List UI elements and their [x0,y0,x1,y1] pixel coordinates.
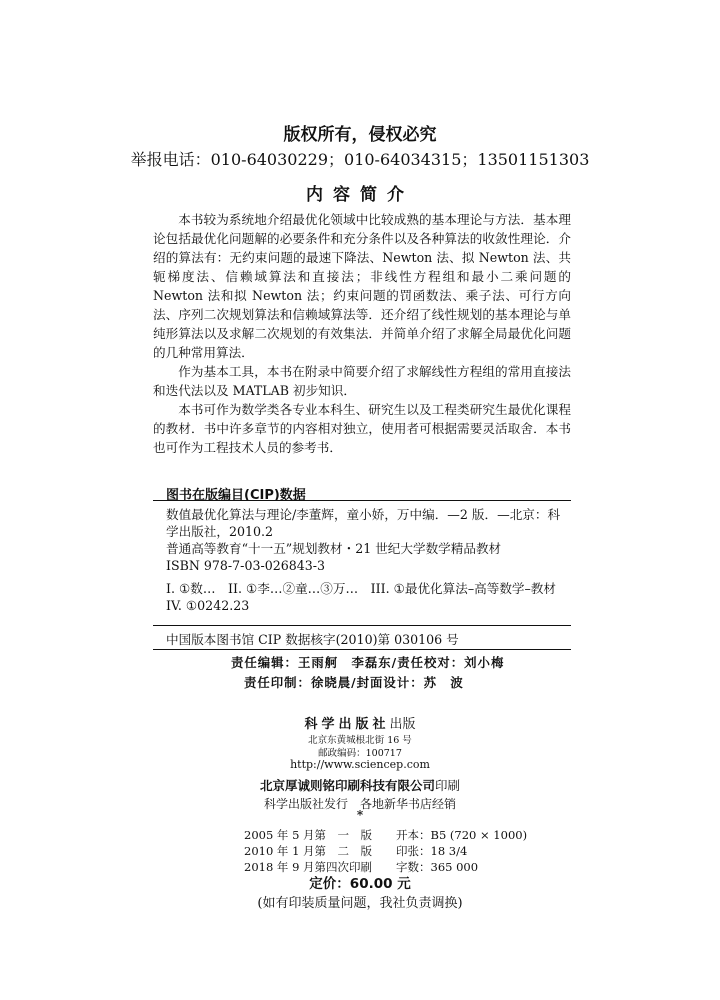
printed-sheets: 印张：18 3/4 [396,844,468,858]
edition-first: 2005 年 5 月第 一 版 [244,828,373,842]
intro-paragraph: 作为基本工具，本书在附录中简要介绍了求解线性方程组的常用直接法和迭代法以及 MATLAB 初步知识． [153,364,571,398]
separator-star: * [356,808,364,822]
staff-editors: 责任编辑：王雨舸 李磊东/责任校对：刘小梅 [231,655,505,670]
cip-top-rule [153,500,571,501]
intro-body [153,210,571,457]
cip-number: 中国版本图书馆 CIP 数据核字(2010)第 030106 号 [166,632,459,647]
publisher-address: 北京东黄城根北街 16 号 [308,735,412,746]
cip-line-classification: I. ①数… II. ①李…②童…③万… III. ①最优化算法–高等数学–教材 IV. ①0242.23 [166,581,556,613]
copyright-notice: 版权所有，侵权必究 [283,125,437,145]
cip-block [166,506,571,614]
publisher-url: http://www.sciencep.com [290,758,430,771]
intro-paragraph: 本书较为系统地介绍最优化领域中比较成熟的基本理论与方法．基本理论包括最优化问题解的必要条件和充分条件以及各种算法的收敛性理论．介绍的算法有：无约束问题的最速下降法、Newton 法、拟 Newton 法、共轭梯度法、信赖域算法和直接法；非线性方程组和最小二乘问题的 Newton 法和拟 Newton 法；约束问题的罚函数法、乘子法、可行方向法、序列二次规划算法和信赖域算法等．还介绍了线性规划的基本理论与单纯形算法以及求解二次规划的有效集法．并简单介绍了求解全局最优化问题的几种常用算法． [153,212,571,360]
cip-title: 图书在版编目(CIP)数据 [166,488,306,503]
cip-line-title: 数值最优化算法与理论/李董辉，童小娇，万中编．—2 版．—北京：科学出版社，2010.2 [166,507,561,539]
cip-line-isbn: ISBN 978-7-03-026843-3 [166,558,326,573]
price: 定价：60.00 元 [309,876,411,892]
cip-middle-rule [153,625,571,626]
printer-suffix: 印刷 [435,778,461,793]
publisher-postcode: 邮政编码：100717 [318,748,402,759]
publisher-name-text: 科学出版社 [304,717,390,732]
edition-second: 2010 年 1 月第 二 版 [244,844,373,858]
report-phone: 举报电话：010-64030229；010-64034315；13501151303 [130,150,590,169]
quality-notice: (如有印装质量问题，我社负责调换) [257,896,463,911]
cip-bottom-rule [153,649,571,650]
publisher-name [0,713,720,732]
publisher-suffix: 出版 [389,717,416,732]
fourth-printing: 2018 年 9 月第四次印刷 [244,860,373,874]
word-count: 字数：365 000 [396,860,479,874]
printer-name: 北京厚诚则铭印刷科技有限公司 [259,778,435,793]
staff-production: 责任印制：徐晓晨/封面设计：苏 波 [244,675,464,690]
printer [0,776,720,794]
book-format: 开本：B5 (720 × 1000) [396,828,528,842]
distribution: 科学出版社发行 各地新华书店经销 [263,797,456,811]
cip-line-series: 普通高等教育“十一五”规划教材・21 世纪大学数学精品教材 [166,541,502,556]
intro-paragraph: 本书可作为数学类各专业本科生、研究生以及工程类研究生最优化课程的教材．书中许多章节的内容相对独立，使用者可根据需要灵活取舍．本书也可作为工程技术人员的参考书． [153,402,571,455]
intro-title: 内容简介 [306,185,414,205]
